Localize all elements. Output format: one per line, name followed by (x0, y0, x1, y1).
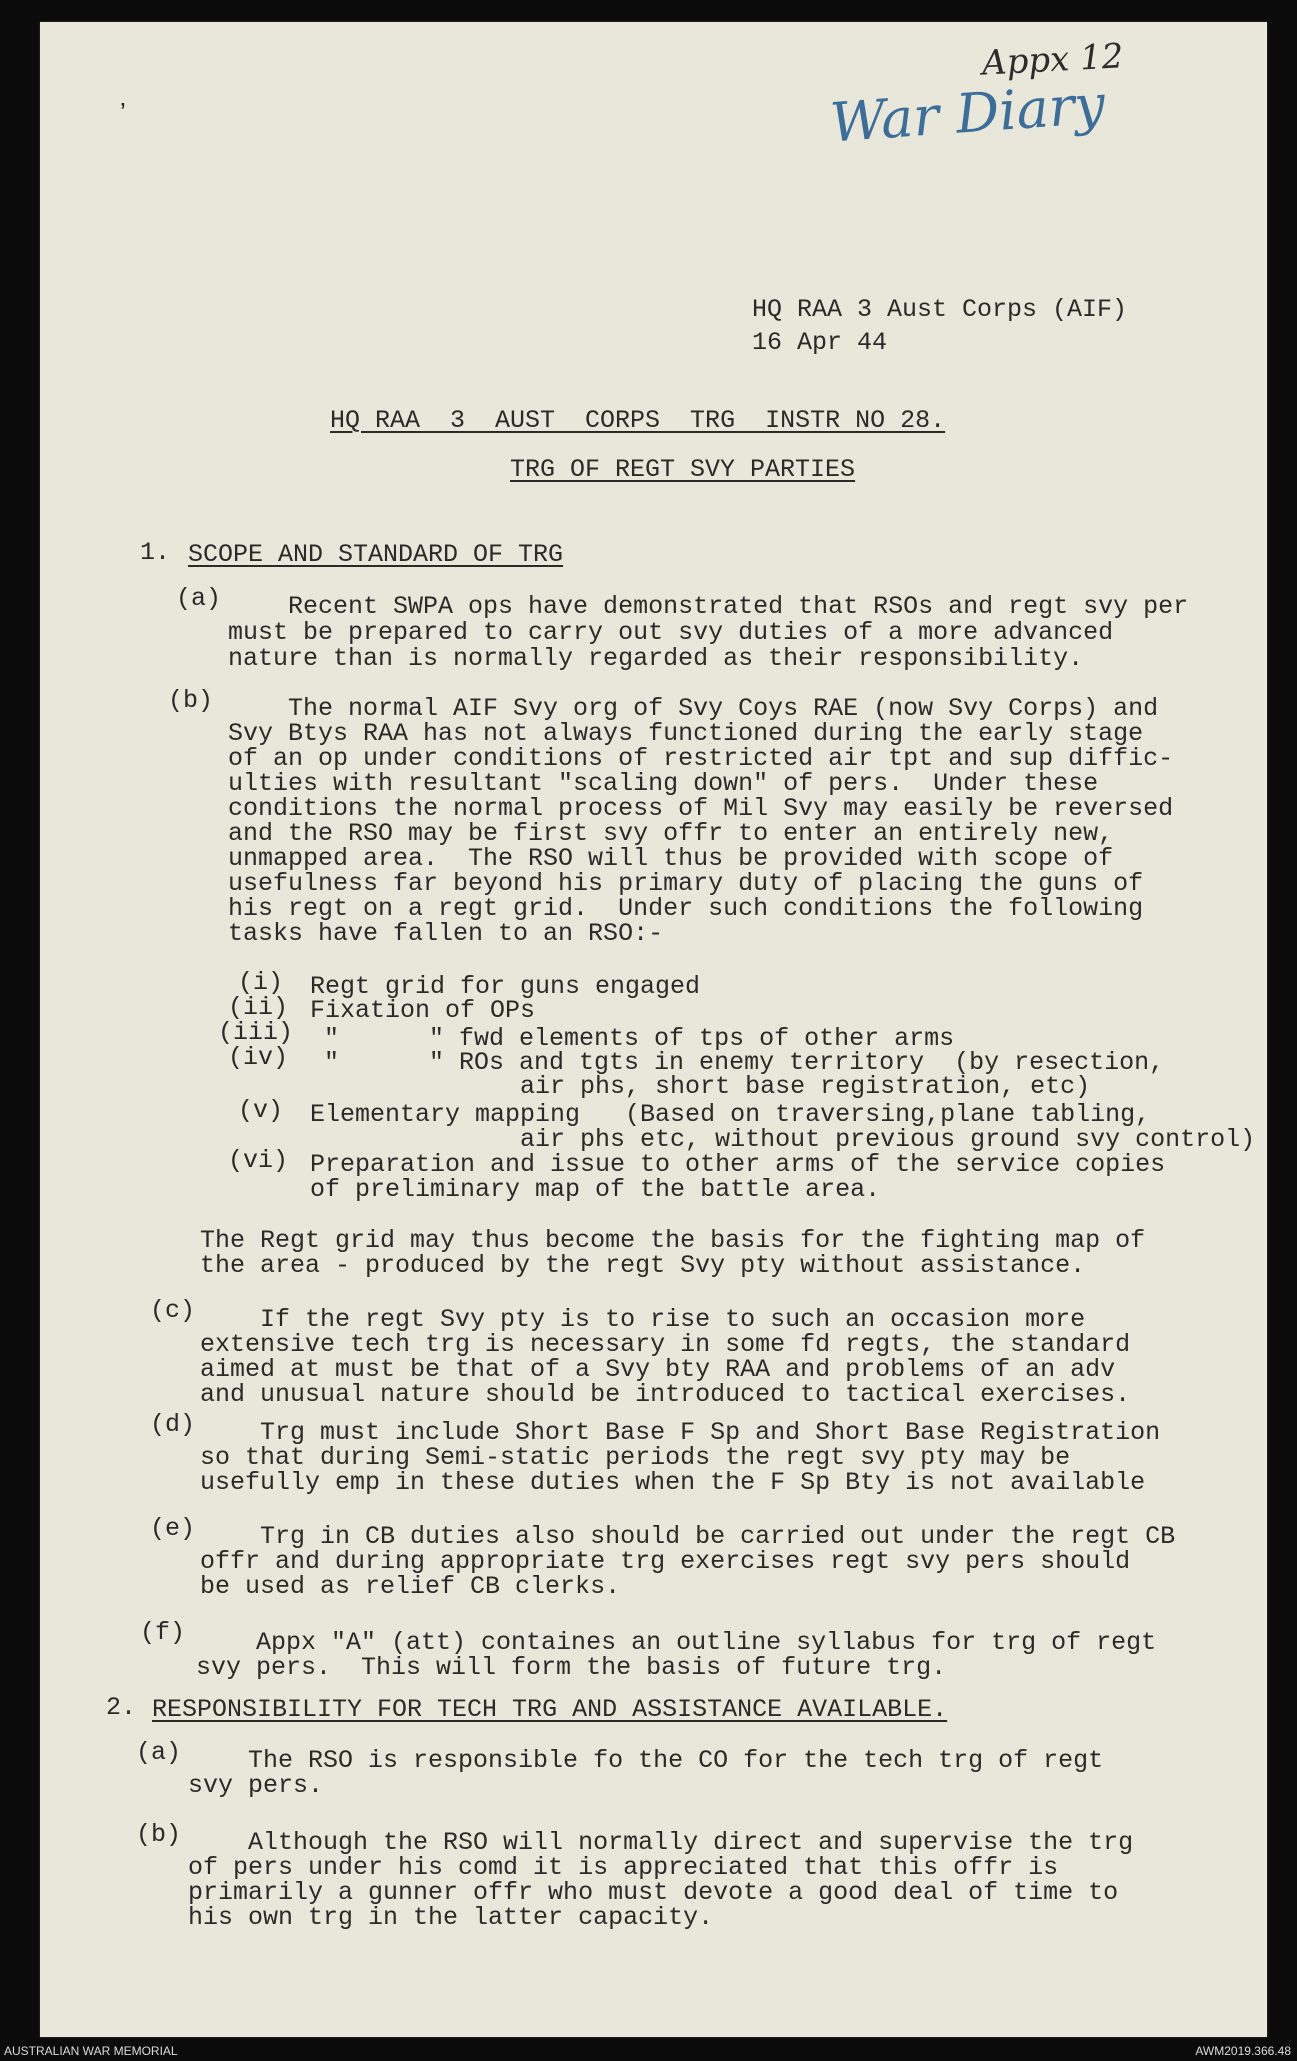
para-line: be used as relief CB clerks. (200, 1572, 621, 1601)
section1-heading: SCOPE AND STANDARD OF TRG (188, 540, 564, 569)
para-line: and the RSO may be first svy offr to enter an entirely new, (228, 819, 1114, 848)
para-line: his own trg in the latter capacity. (188, 1903, 714, 1932)
para-1a-label: (a) (176, 584, 222, 613)
task-num: (v) (238, 1096, 284, 1125)
para-line: Appx "A" (att) containes an outline syllabus for trg of regt (196, 1628, 1157, 1657)
task-text: air phs etc, without previous ground svy control) (310, 1125, 1256, 1154)
para-line: usefulness far beyond his primary duty of placing the guns of (228, 869, 1144, 898)
para-1b-label: (b) (168, 686, 214, 715)
task-text: Elementary mapping (Based on traversing,plane tabling, (310, 1100, 1151, 1129)
para-line: of an op under conditions of restricted air tpt and sup diffic- (228, 744, 1174, 773)
task-text: air phs, short base registration, etc) (310, 1072, 1091, 1101)
para-line: of pers under his comd it is appreciated that this offr is (188, 1853, 1059, 1882)
task-text: Regt grid for guns engaged (310, 972, 701, 1001)
para-line: and unusual nature should be introduced to tactical exercises. (200, 1380, 1131, 1409)
para-1f-label: (f) (140, 1618, 186, 1647)
war-diary-annotation: War Diary (828, 72, 1107, 155)
task-text: of preliminary map of the battle area. (310, 1175, 881, 1204)
punch-mark: ’ (120, 97, 126, 127)
task-text: " " fwd elements of tps of other arms (324, 1024, 955, 1053)
para-line: the area - produced by the regt Svy pty without assistance. (200, 1251, 1086, 1280)
section2-heading: RESPONSIBILITY FOR TECH TRG AND ASSISTANCE AVAILABLE. (152, 1695, 948, 1724)
document-date: 16 Apr 44 (752, 328, 888, 357)
para-line: The normal AIF Svy org of Svy Coys RAE (now Svy Corps) and (228, 694, 1159, 723)
para-line: Trg in CB duties also should be carried out under the regt CB (200, 1522, 1176, 1551)
para-line: Svy Btys RAA has not always functioned during the early stage (228, 719, 1144, 748)
section1-number: 1. (140, 538, 171, 567)
document-page (40, 22, 1267, 2037)
section2-number: 2. (106, 1693, 137, 1722)
para-line: The RSO is responsible fo the CO for the tech trg of regt (188, 1746, 1104, 1775)
para-line: nature than is normally regarded as their responsibility. (228, 644, 1084, 673)
para-1c-label: (c) (150, 1296, 196, 1325)
task-num: (iv) (228, 1043, 289, 1072)
task-num: (vi) (228, 1146, 289, 1175)
document-subtitle: TRG OF REGT SVY PARTIES (510, 455, 856, 484)
para-line: so that during Semi-static periods the regt svy pty may be (200, 1443, 1071, 1472)
hq-line: HQ RAA 3 Aust Corps (AIF) (752, 295, 1128, 324)
task-text: Fixation of OPs (310, 996, 536, 1025)
footer-right: AWM2019.366.48 (1195, 2044, 1291, 2058)
para-line: aimed at must be that of a Svy bty RAA and problems of an adv (200, 1355, 1116, 1384)
task-text: " " ROs and tgts in enemy territory (by resection, (324, 1048, 1165, 1077)
para-line: conditions the normal process of Mil Svy may easily be reversed (228, 794, 1174, 823)
para-line: primarily a gunner offr who must devote a good deal of time to (188, 1878, 1119, 1907)
para-1d-label: (d) (150, 1410, 196, 1439)
para-line: ulties with resultant "scaling down" of pers. Under these (228, 769, 1099, 798)
task-num: (ii) (228, 993, 289, 1022)
footer-left: AUSTRALIAN WAR MEMORIAL (4, 2044, 178, 2058)
document-title: HQ RAA 3 AUST CORPS TRG INSTR NO 28. (330, 406, 946, 435)
para-line: his regt on a regt grid. Under such conditions the following (228, 894, 1144, 923)
task-num: (i) (238, 968, 284, 997)
para-line: must be prepared to carry out svy duties of a more advanced (228, 618, 1114, 647)
appx-annotation: Appx 12 (981, 36, 1125, 84)
para-line: If the regt Svy pty is to rise to such an occasion more (200, 1305, 1086, 1334)
task-num: (iii) (218, 1018, 294, 1047)
task-text: Preparation and issue to other arms of the service copies (310, 1150, 1166, 1179)
para-line: extensive tech trg is necessary in some fd regts, the standard (200, 1330, 1131, 1359)
para-line: The Regt grid may thus become the basis for the fighting map of (200, 1226, 1146, 1255)
para-line: usefully emp in these duties when the F Sp Bty is not available (200, 1468, 1146, 1497)
para-line: tasks have fallen to an RSO:- (228, 919, 664, 948)
para-2b-label: (b) (136, 1820, 182, 1849)
para-2a-label: (a) (136, 1738, 182, 1767)
para-line: Although the RSO will normally direct and supervise the trg (188, 1828, 1134, 1857)
para-line: Trg must include Short Base F Sp and Short Base Registration (200, 1418, 1161, 1447)
para-line: offr and during appropriate trg exercises regt svy pers should (200, 1547, 1131, 1576)
para-line: unmapped area. The RSO will thus be provided with scope of (228, 844, 1114, 873)
para-1e-label: (e) (150, 1514, 196, 1543)
para-line: Recent SWPA ops have demonstrated that RSOs and regt svy per (228, 592, 1189, 621)
para-line: svy pers. This will form the basis of future trg. (196, 1653, 947, 1682)
para-line: svy pers. (188, 1771, 324, 1800)
